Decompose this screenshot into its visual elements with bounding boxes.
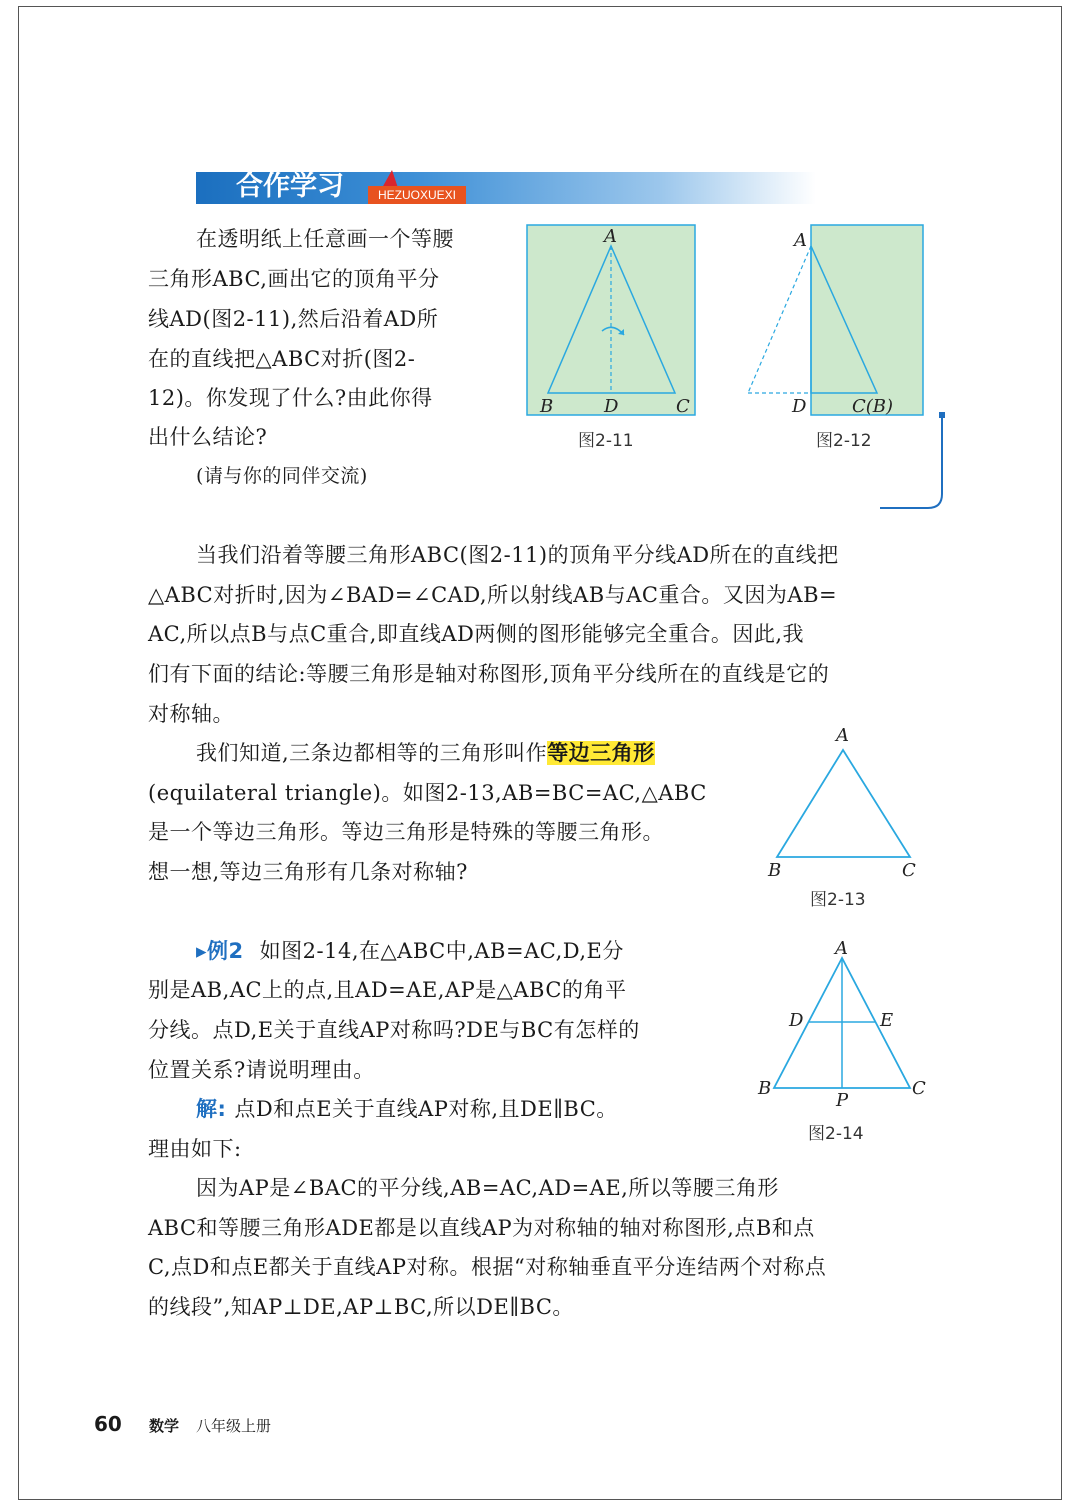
vertex-label: D [604, 396, 619, 417]
vertex-label: A [835, 938, 848, 959]
page-footer [94, 1412, 271, 1436]
activity-line: 出什么结论? [148, 425, 268, 449]
banner-title: 合作学习 [236, 171, 344, 202]
activity-line: 12)。你发现了什么?由此你得 [148, 386, 433, 410]
vertex-label: P [836, 1090, 849, 1111]
vertex-label: C [912, 1078, 926, 1099]
page-number: 60 [94, 1412, 122, 1436]
figure-caption: 图2-12 [816, 431, 872, 451]
figure-2-11 [520, 218, 710, 428]
reason-line: 因为AP是∠BAC的平分线,AB=AC,AD=AE,所以等腰三角形 [196, 1176, 779, 1200]
vertex-label: B [768, 860, 782, 881]
body-line: 当我们沿着等腰三角形ABC(图2-11)的顶角平分线AD所在的直线把 [196, 543, 839, 567]
vertex-label: C(B) [852, 396, 894, 417]
original-side [748, 246, 811, 393]
activity-line: 在的直线把△ABC对折(图2- [148, 347, 416, 371]
transparent-paper [811, 225, 923, 415]
example-question: 如图2-14,在△ABC中,AB=AC,D,E分 [259, 939, 624, 963]
vertex-label: B [540, 396, 554, 417]
vertex-label: C [902, 860, 916, 881]
definition-lead: 我们知道,三条边都相等的三角形叫作 [196, 741, 548, 765]
banner-tag: HEZUOXUEXI [368, 186, 466, 204]
example-line [196, 931, 624, 971]
book-subject: 数学 [148, 1417, 179, 1435]
solution-text: 点D和点E关于直线AP对称,且DE∥BC。 [234, 1097, 618, 1121]
body-line: 是一个等边三角形。等边三角形是特殊的等腰三角形。 [148, 820, 664, 844]
activity-line: 在透明纸上任意画一个等腰 [196, 227, 454, 251]
reason-line: C,点D和点E都关于直线AP对称。根据“对称轴垂直平分连结两个对称点 [148, 1255, 827, 1279]
section-banner [196, 168, 816, 206]
connector-path [880, 418, 942, 508]
example-label: ▸例2 [196, 939, 244, 963]
example-line: 分线。点D,E关于直线AP对称吗?DE与BC有怎样的 [148, 1018, 640, 1042]
book-grade: 八年级上册 [196, 1417, 272, 1435]
vertex-label: E [880, 1010, 894, 1031]
connector-dot [939, 412, 945, 418]
body-line: AC,所以点B与点C重合,即直线AD两侧的图形能够完全重合。因此,我 [148, 622, 805, 646]
body-line: 想一想,等边三角形有几条对称轴? [148, 860, 468, 884]
figure-caption: 图2-14 [808, 1124, 864, 1144]
vertex-label: C [676, 396, 690, 417]
vertex-label: D [792, 396, 807, 417]
solution-line [196, 1089, 618, 1129]
reason-line: 的线段”,知AP⊥DE,AP⊥BC,所以DE∥BC。 [148, 1295, 574, 1319]
vertex-label: D [789, 1010, 804, 1031]
body-line: 们有下面的结论:等腰三角形是轴对称图形,顶角平分线所在的直线是它的 [148, 662, 830, 686]
body-line: 对称轴。 [148, 702, 234, 726]
body-line: (equilateral triangle)。如图2-13,AB=BC=AC,△ABC [148, 781, 707, 805]
figure-caption: 图2-11 [578, 431, 634, 451]
vertex-label: A [836, 725, 849, 746]
figure-2-14 [752, 936, 937, 1116]
equilateral-triangle [777, 750, 910, 857]
figure-caption: 图2-13 [810, 890, 866, 910]
figure-2-13 [760, 722, 930, 887]
activity-note: (请与你的同伴交流) [196, 465, 368, 487]
vertex-label: A [794, 230, 807, 251]
example-line: 别是AB,AC上的点,且AD=AE,AP是△ABC的角平 [148, 978, 627, 1002]
vertex-label: A [604, 226, 617, 247]
example-line: 位置关系?请说明理由。 [148, 1058, 375, 1082]
body-line [196, 733, 655, 773]
connector-line [880, 408, 950, 516]
activity-line: 线AD(图2-11),然后沿着AD所 [148, 307, 439, 331]
term-highlight: 等边三角形 [547, 741, 655, 765]
solution-label: 解: [196, 1097, 227, 1121]
activity-line: 三角形ABC,画出它的顶角平分 [148, 267, 440, 291]
vertex-label: B [758, 1078, 772, 1099]
body-line: △ABC对折时,因为∠BAD=∠CAD,所以射线AB与AC重合。又因为AB= [148, 583, 838, 607]
solution-line: 理由如下: [148, 1137, 242, 1161]
reason-line: ABC和等腰三角形ADE都是以直线AP为对称轴的轴对称图形,点B和点 [148, 1216, 815, 1240]
figure-2-12 [736, 218, 966, 428]
